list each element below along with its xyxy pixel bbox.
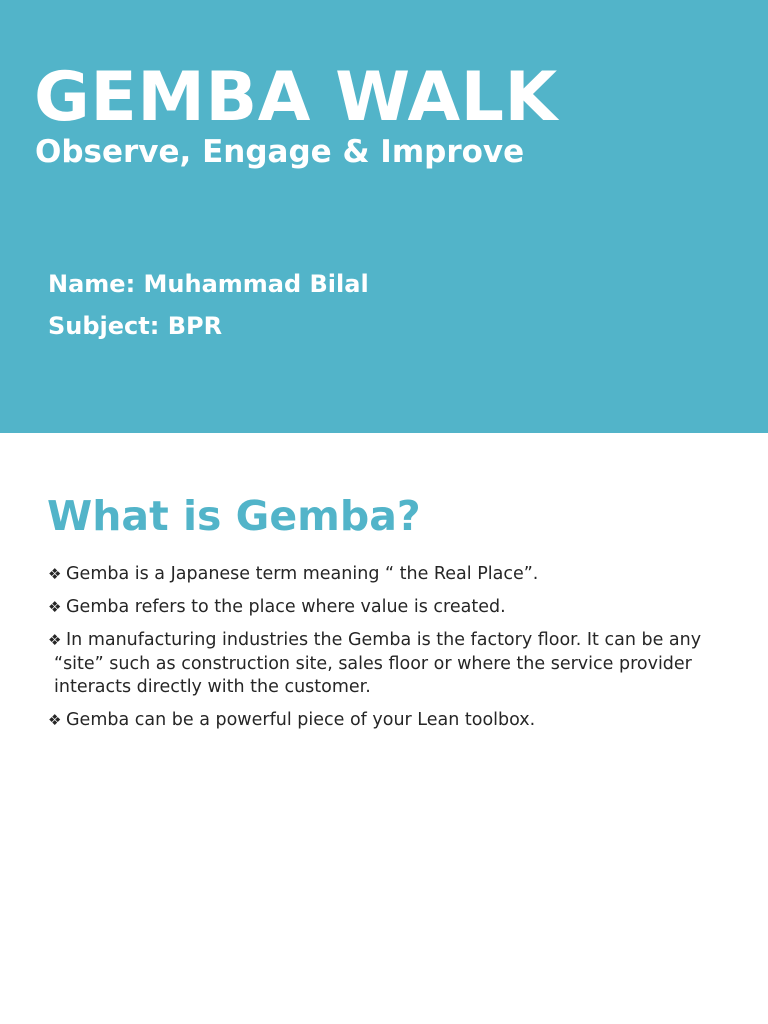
diamond-bullet-icon: ❖ — [48, 711, 62, 729]
content-slide — [0, 433, 768, 1024]
diamond-bullet-icon: ❖ — [48, 598, 62, 616]
list-item — [48, 709, 728, 733]
bullet-text: Gemba refers to the place where value is created. — [66, 597, 506, 617]
main-title: GEMBA WALK — [34, 58, 558, 137]
list-item — [48, 629, 728, 700]
diamond-bullet-icon: ❖ — [48, 565, 62, 583]
bullet-text: Gemba is a Japanese term meaning “ the Real Place”. — [66, 564, 539, 584]
list-item — [48, 596, 728, 620]
list-item — [48, 563, 728, 587]
subject-label: Subject: BPR — [48, 312, 223, 340]
section-heading: What is Gemba? — [47, 492, 421, 540]
bullet-text: Gemba can be a powerful piece of your Lean toolbox. — [66, 710, 536, 730]
author-name: Name: Muhammad Bilal — [48, 270, 369, 298]
bullet-text: In manufacturing industries the Gemba is the factory floor. It can be any “site” such as construction site, sales floor or where the service provider interacts directly with the customer. — [54, 630, 702, 697]
subtitle: Observe, Engage & Improve — [35, 134, 525, 170]
bullet-list — [48, 563, 728, 742]
title-slide — [0, 0, 768, 433]
diamond-bullet-icon: ❖ — [48, 631, 62, 649]
